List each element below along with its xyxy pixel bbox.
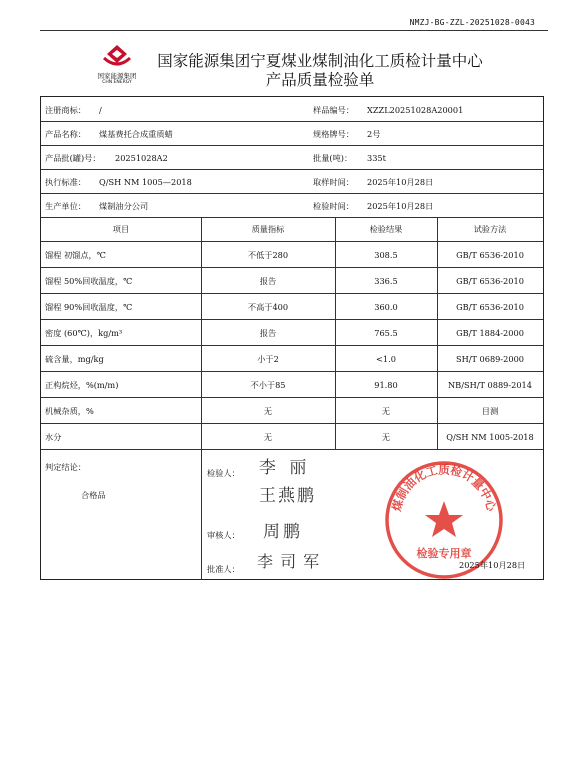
header-rule [40,30,548,31]
document-title [150,52,490,90]
info-label: 取样时间： [313,177,354,187]
cell-spec: 报告 [259,276,277,286]
row-divider [41,193,543,194]
logo-text-en: CHN ENERGY [102,80,132,85]
cell-item: 硫含量，mg/kg [45,354,104,364]
row-divider [41,241,543,242]
info-value: XZZL20251028A20001 [367,105,464,115]
cell-method: SH/T 0689-2000 [455,354,524,364]
info-label: 批量(吨)： [313,153,353,163]
cell-item: 密度 (60℃)，kg/m³ [45,328,123,338]
info-value: 335t [367,153,386,163]
info-label: 产品名称： [45,129,86,139]
cell-result: 765.5 [374,328,398,338]
info-value: 2025年10月28日 [367,177,434,187]
cell-item: 机械杂质，% [45,406,94,416]
cell-item: 水分 [45,432,62,442]
company-logo [88,44,146,85]
cell-method: GB/T 1884-2000 [456,328,524,338]
conclusion-value: 合格品 [81,490,106,500]
info-value: 煤制油分公司 [99,201,149,211]
info-label: 规格牌号： [313,129,354,139]
info-label: 产品批(罐)号： [45,153,101,163]
seal-bottom-text: 检验专用章 [416,547,472,560]
cell-item: 馏程 初馏点，℃ [45,250,106,260]
cell-spec: 无 [263,406,273,416]
cell-result: 336.5 [374,276,398,286]
cell-result: 308.5 [374,250,398,260]
cell-spec: 不低于280 [247,250,289,260]
title-line-2: 产品质量检验单 [265,71,375,89]
info-row [41,121,543,145]
cell-item: 馏程 50%回收温度，℃ [45,276,133,286]
table-row [41,399,543,425]
info-label: 检验时间： [313,201,354,211]
cell-spec: 不小于85 [250,380,286,390]
cell-spec: 小于2 [257,354,279,364]
seal-star-icon [425,501,463,537]
table-row [41,425,543,451]
row-divider [41,169,543,170]
cell-method: 目测 [481,406,499,416]
cell-method: GB/T 6536-2010 [456,250,524,260]
cell-method: GB/T 6536-2010 [456,276,524,286]
cell-method: NB/SH/T 0889-2014 [448,380,532,390]
approver-label: 批准人： [207,564,240,574]
inspector-signature-2: 王燕鹏 [259,486,316,506]
cell-method: GB/T 6536-2010 [456,302,524,312]
cell-spec: 无 [263,432,273,442]
document-number: NMZJ-BG-ZZL-20251028-0043 [409,18,535,27]
cell-item: 正构烷烃，%(m/m) [45,380,119,390]
reviewer-label: 审核人： [207,530,240,540]
chn-energy-logo-icon [100,44,134,70]
inspector-signature-1: 李 丽 [259,458,311,478]
table-row [41,347,543,373]
table-row [41,321,543,347]
info-label: 执行标准： [45,177,86,187]
conclusion-label: 判定结论： [45,462,86,472]
info-label: 注册商标： [45,105,86,115]
seal-arc-text: 煤制油化工质检计量中心 [389,462,499,513]
inspector-label: 检验人： [207,468,240,478]
cell-result: 91.80 [374,380,398,390]
cell-spec: 不高于400 [247,302,289,312]
title-line-1: 国家能源集团宁夏煤业煤制油化工质检计量中心 [157,52,483,70]
table-row [41,295,543,321]
stamp-date: 2025年10月28日 [459,560,526,570]
info-label: 样品编号： [313,105,354,115]
cell-result: 无 [381,432,391,442]
approver-signature: 李 司 军 [257,552,321,571]
info-label: 生产单位： [45,201,86,211]
inspection-sheet [40,96,544,580]
logo-text-cn: 国家能源集团 [97,72,137,80]
info-row [41,97,543,121]
cell-result: 360.0 [374,302,398,312]
cell-spec: 报告 [259,328,277,338]
info-value: 煤基费托合成重质蜡 [99,129,173,139]
column-header-result: 检验结果 [369,224,403,234]
info-value: 2025年10月28日 [367,201,434,211]
cell-result: 无 [381,406,391,416]
info-row [41,169,543,193]
table-row [41,373,543,399]
row-divider [41,145,543,146]
cell-item: 馏程 90%回收温度，℃ [45,302,133,312]
column-header-method: 试验方法 [473,224,507,234]
info-row [41,193,543,217]
table-row [41,269,543,295]
info-value: / [99,105,102,115]
info-value: 2号 [367,129,381,139]
info-value: Q/SH NM 1005—2018 [99,177,192,187]
column-header-spec: 质量指标 [251,224,285,234]
info-value: 20251028A2 [115,153,168,163]
info-row [41,145,543,169]
cell-result: <1.0 [376,354,396,364]
row-divider [41,121,543,122]
reviewer-signature: 周鹏 [263,522,303,542]
cell-method: Q/SH NM 1005-2018 [446,432,534,442]
table-row [41,243,543,269]
column-header-item: 项目 [112,224,130,234]
